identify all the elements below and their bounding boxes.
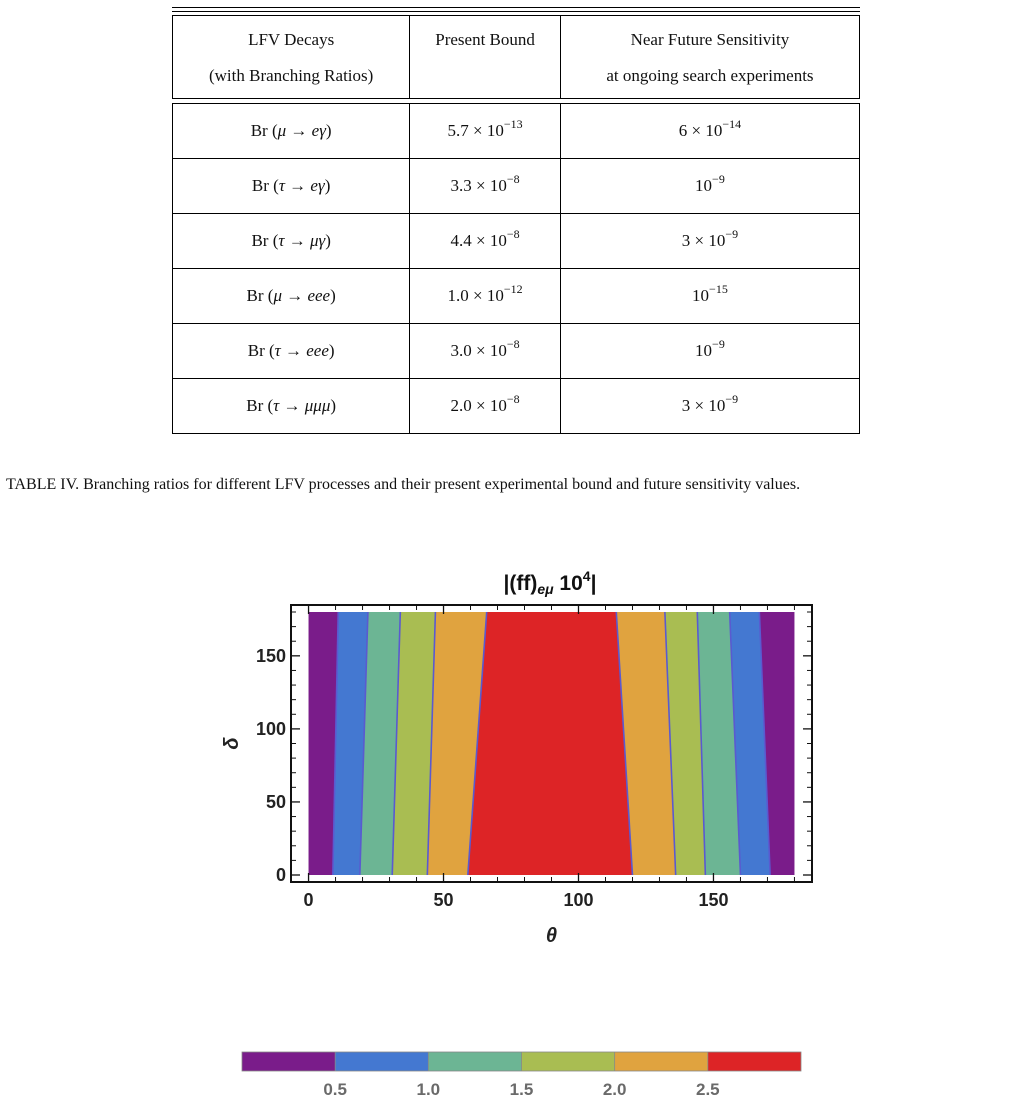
- colorbar-label: 0.5: [323, 1080, 347, 1095]
- future-exponent: −14: [722, 117, 742, 131]
- title-subscript: eμ: [537, 581, 554, 597]
- future-exponent: −9: [725, 392, 739, 406]
- process-label: τ → μμμ: [273, 396, 331, 415]
- header-decays-line1: LFV Decays: [248, 30, 335, 49]
- cell-process: [173, 214, 410, 269]
- cell-future-sensitivity: [560, 214, 859, 269]
- header-future-line2: at ongoing search experiments: [606, 66, 814, 85]
- br-suffix: ): [325, 231, 331, 250]
- process-label: μ → eee: [273, 286, 331, 305]
- process-label: μ → eγ: [277, 121, 326, 140]
- bound-mantissa: 2.0 × 10: [450, 396, 507, 415]
- header-future: [560, 16, 859, 99]
- future-exponent: −9: [725, 227, 739, 241]
- y-tick-label: 0: [275, 865, 286, 885]
- cell-process: [173, 324, 410, 379]
- cell-present-bound: [410, 324, 561, 379]
- br-suffix: ): [330, 396, 337, 415]
- cell-future-sensitivity: [560, 324, 859, 379]
- colorbar: [230, 1045, 830, 1095]
- process-label: τ → eee: [274, 341, 329, 360]
- header-bound: [410, 16, 561, 99]
- colorbar-swatch: [615, 1052, 708, 1071]
- colorbar-label: 1.5: [509, 1080, 534, 1095]
- br-prefix: Br (: [251, 231, 279, 250]
- bound-mantissa: 4.4 × 10: [450, 231, 507, 250]
- future-mantissa: 3 × 10: [681, 396, 726, 415]
- contour-plot: [200, 595, 840, 1015]
- cell-present-bound: [410, 159, 561, 214]
- future-exponent: −15: [709, 282, 728, 296]
- title-end: |: [590, 572, 597, 595]
- y-axis-label: δ: [221, 737, 243, 750]
- y-tick-label: 50: [265, 791, 286, 812]
- table-top-rule-1: [172, 7, 860, 8]
- header-decays: [173, 16, 410, 99]
- bound-exponent: −8: [506, 392, 520, 406]
- bound-mantissa: 5.7 × 10: [447, 121, 504, 140]
- table-caption: TABLE IV. Branching ratios for different LFV processes and their present experimental bound and future sensitivity values.: [6, 476, 801, 493]
- future-mantissa: 10: [695, 341, 713, 360]
- table-top-rule-2: [172, 11, 860, 12]
- bound-mantissa: 1.0 × 10: [447, 286, 504, 305]
- bound-exponent: −12: [503, 282, 523, 296]
- br-suffix: ): [325, 121, 332, 140]
- br-prefix: Br (: [250, 121, 278, 140]
- x-tick-label: 0: [303, 890, 314, 910]
- y-tick-label: 150: [255, 645, 286, 666]
- colorbar-swatch: [708, 1052, 801, 1071]
- contour-band-center: [468, 612, 633, 875]
- lfv-table: [172, 15, 860, 434]
- future-mantissa: 6 × 10: [678, 121, 723, 140]
- br-suffix: ): [324, 176, 331, 195]
- cell-present-bound: [410, 269, 561, 324]
- cell-future-sensitivity: [560, 269, 859, 324]
- cell-process: [173, 104, 410, 159]
- colorbar-label: 2.0: [602, 1080, 627, 1095]
- plot-title: [290, 568, 810, 597]
- br-suffix: ): [330, 286, 336, 305]
- bound-exponent: −8: [506, 337, 520, 351]
- cell-present-bound: [410, 214, 561, 269]
- colorbar-swatch: [522, 1052, 615, 1071]
- future-exponent: −9: [712, 337, 725, 351]
- br-suffix: ): [328, 341, 335, 360]
- cell-future-sensitivity: [560, 379, 859, 434]
- bound-exponent: −8: [506, 172, 520, 186]
- y-tick-label: 100: [255, 718, 286, 739]
- table-row: [173, 214, 860, 269]
- header-bound-line1: Present Bound: [435, 30, 535, 49]
- cell-process: [173, 269, 410, 324]
- future-exponent: −9: [712, 172, 725, 186]
- table-row: [173, 269, 860, 324]
- bound-mantissa: 3.0 × 10: [450, 341, 507, 360]
- table-body: [173, 104, 860, 434]
- colorbar-label: 1.0: [416, 1080, 441, 1095]
- x-tick-label: 50: [433, 890, 454, 910]
- table-row: [173, 324, 860, 379]
- colorbar-label: 2.5: [696, 1080, 720, 1095]
- title-mid: 10: [553, 572, 583, 595]
- process-label: τ → eγ: [278, 176, 325, 195]
- cell-present-bound: [410, 104, 561, 159]
- future-mantissa: 10: [695, 176, 713, 195]
- br-prefix: Br (: [247, 341, 275, 360]
- colorbar-swatch: [242, 1052, 335, 1071]
- br-prefix: Br (: [246, 286, 274, 305]
- process-label: τ → μγ: [278, 231, 326, 250]
- colorbar-swatch: [335, 1052, 428, 1071]
- x-tick-label: 100: [563, 890, 594, 910]
- table-header-row: [173, 16, 860, 99]
- table-row: [173, 104, 860, 159]
- future-mantissa: 3 × 10: [681, 231, 726, 250]
- bound-mantissa: 3.3 × 10: [450, 176, 507, 195]
- br-prefix: Br (: [246, 396, 274, 415]
- colorbar-swatch: [428, 1052, 521, 1071]
- cell-process: [173, 379, 410, 434]
- x-axis-label: θ: [545, 925, 558, 947]
- cell-present-bound: [410, 379, 561, 434]
- cell-future-sensitivity: [560, 104, 859, 159]
- cell-process: [173, 159, 410, 214]
- bound-exponent: −8: [506, 227, 520, 241]
- br-prefix: Br (: [251, 176, 279, 195]
- title-superscript: 4: [582, 568, 591, 584]
- x-tick-label: 150: [698, 890, 729, 910]
- bound-exponent: −13: [503, 117, 523, 131]
- cell-future-sensitivity: [560, 159, 859, 214]
- table-row: [173, 159, 860, 214]
- title-base: |(ff): [503, 572, 538, 595]
- future-mantissa: 10: [692, 286, 710, 305]
- header-future-line1: Near Future Sensitivity: [630, 30, 790, 49]
- table-row: [173, 379, 860, 434]
- header-decays-line2: (with Branching Ratios): [208, 66, 374, 85]
